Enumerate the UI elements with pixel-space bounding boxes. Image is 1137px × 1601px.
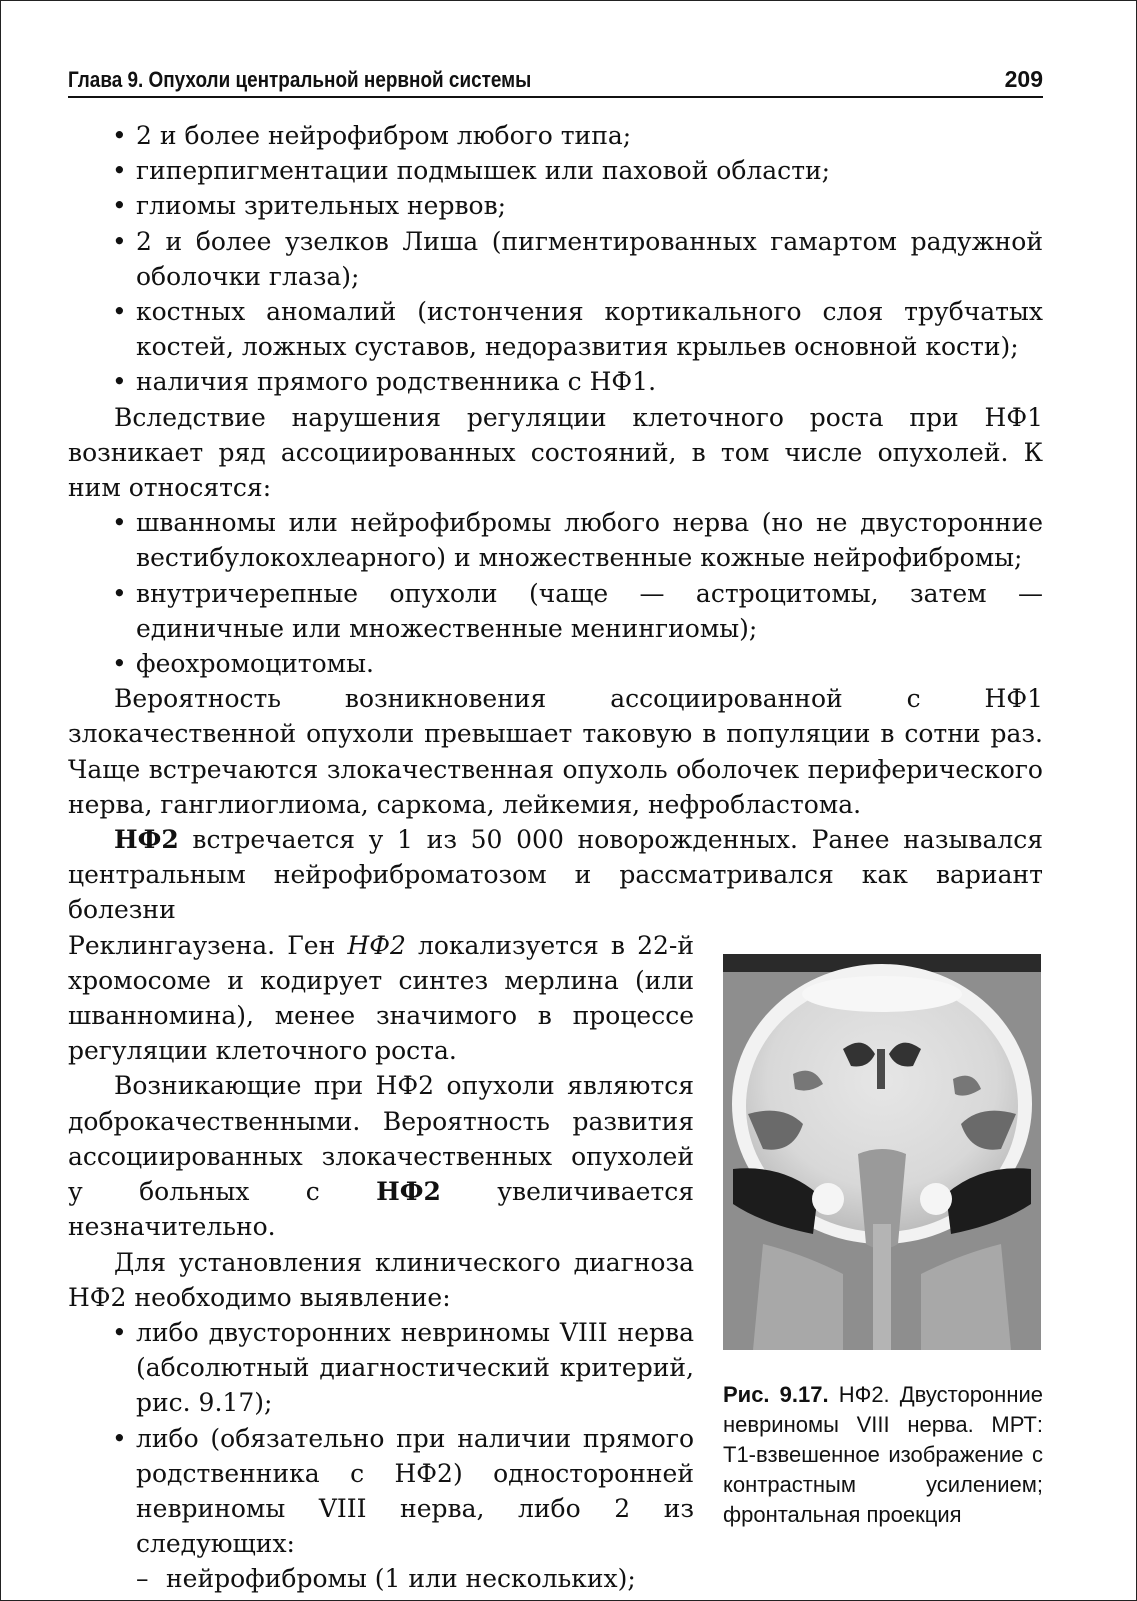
- dash-item: – нейрофибромы (1 или нескольких);: [166, 1561, 694, 1596]
- mri-image: [723, 954, 1041, 1350]
- page-body: [68, 118, 1043, 1597]
- left-column: [68, 928, 694, 1597]
- caption-text: НФ2. Двусторонние невриномы VIII нерва. МРТ: Т1-взвешенное изображение с контрастным усилением; фронтальная проекция: [723, 1381, 1043, 1527]
- paragraph-diagnosis: Для установления клинического диагноза НФ2 необходимо выявление:: [68, 1247, 694, 1312]
- paragraph-probability: Вероятность возникновения ассоциированной с НФ1 злокачественной опухоли превышает таковую в популяции в сотни раз. Чаще встречаются злокачественная опухоль оболочек периферического нерва, ганглиоглиома, саркома, лейкемия, нефробластома.: [68, 684, 1043, 819]
- paragraph-nf2: [68, 822, 1043, 928]
- gene-text-a: Реклингаузена. Ген: [68, 930, 348, 960]
- gene-text-b: локализуется в 22-й хромосоме и кодирует синтез мерлина (или шванномина), менее значимого в процессе регуляции клеточного роста.: [68, 930, 694, 1066]
- criteria-list: [68, 118, 1043, 400]
- list-item: • либо (обязательно при наличии прямого родственника с НФ2) односторонней невриномы VIII нерва, либо 2 из следующих:: [136, 1421, 694, 1562]
- nf2-text: встречается у 1 из 50 000 новорожденных. Ранее назывался центральным нейрофиброматозом и рассматривался как вариант болезни: [68, 825, 1043, 925]
- list-item: • 2 и более узелков Лиша (пигментированных гамартом радужной оболочки глаза);: [136, 224, 1043, 294]
- list-item: • наличия прямого родственника с НФ1.: [136, 364, 1043, 399]
- list-item: • глиомы зрительных нервов;: [136, 188, 1043, 223]
- paragraph-benign: [68, 1068, 694, 1244]
- list-item: • 2 и более нейрофибром любого типа;: [136, 118, 1043, 153]
- chapter-title: Глава 9. Опухоли центральной нервной системы: [68, 67, 532, 92]
- running-header: [68, 58, 1043, 98]
- gene-name: НФ2: [347, 930, 406, 960]
- diagnosis-list: [68, 1315, 694, 1561]
- dash-list: [68, 1561, 694, 1596]
- paragraph-gene: [68, 928, 694, 1069]
- figure-label: Рис. 9.17.: [723, 1381, 829, 1407]
- list-item: • внутричерепные опухоли (чаще — астроцитомы, затем — единичные или множественные менингиомы);: [136, 576, 1043, 646]
- paragraph-associated: Вследствие нарушения регуляции клеточного роста при НФ1 возникает ряд ассоциированных состояний, в том числе опухолей. К ним относятся:: [68, 402, 1043, 503]
- benign-text-a: Возникающие при НФ2 опухоли являются доброкачественными. Вероятность развития ассоциированных злокачественных опухолей у больных с: [68, 1071, 694, 1207]
- list-item: • гиперпигментации подмышек или паховой области;: [136, 153, 1043, 188]
- mri-brain-image: [723, 954, 1041, 1350]
- benign-term: НФ2: [376, 1177, 441, 1207]
- figure-caption: [723, 1380, 1043, 1530]
- figure: [723, 928, 1043, 1597]
- benign-text-b: увеличивается незначительно.: [68, 1177, 694, 1242]
- associated-list: [68, 505, 1043, 681]
- list-item: • либо двусторонних невриномы VIII нерва (абсолютный диагностический критерий, рис. 9.17);: [136, 1315, 694, 1421]
- list-item: • костных аномалий (истончения кортикального слоя трубчатых костей, ложных суставов, недоразвития крыльев основной кости);: [136, 294, 1043, 364]
- nf2-term: НФ2: [114, 825, 179, 855]
- list-item: • шванномы или нейрофибромы любого нерва (но не двусторонние вестибулокохлеарного) и множественные кожные нейрофибромы;: [136, 505, 1043, 575]
- page-number: 209: [1004, 66, 1043, 92]
- text-figure-zone: [68, 928, 1043, 1597]
- list-item: • феохромоцитомы.: [136, 646, 1043, 681]
